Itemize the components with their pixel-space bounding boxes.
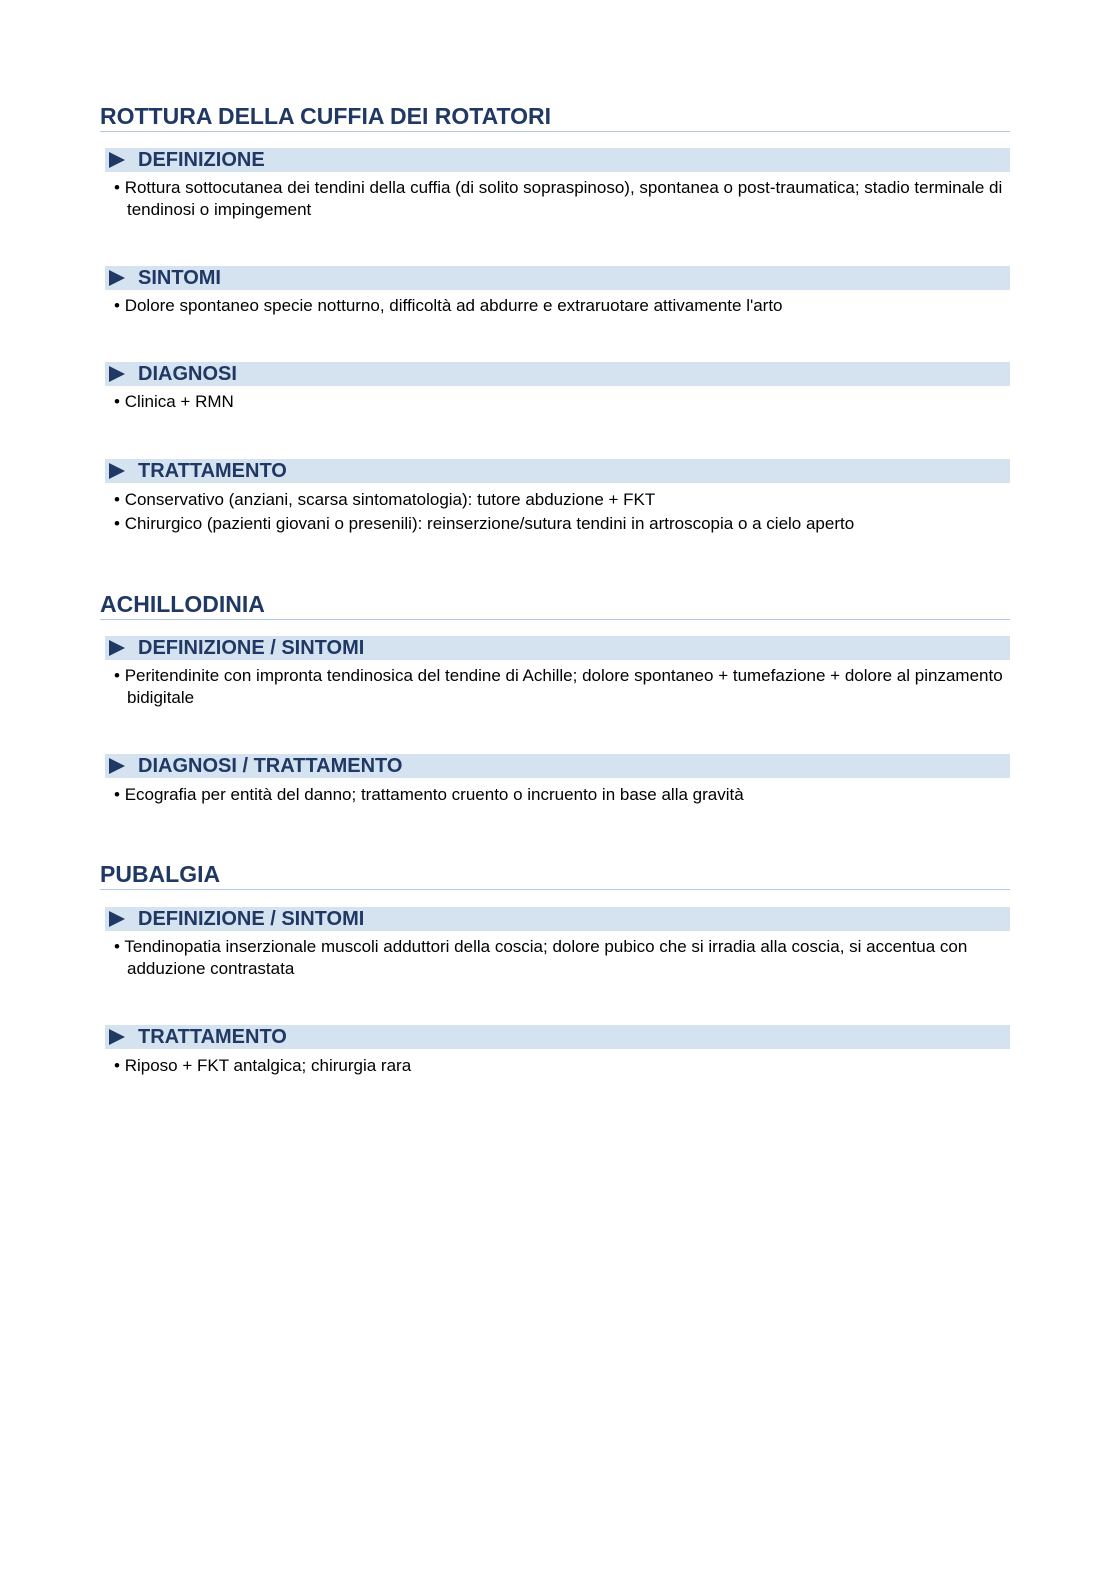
subsection-heading: DEFINIZIONE <box>138 148 265 171</box>
section-title: ACHILLODINIA <box>100 590 1010 620</box>
subsection-body <box>114 936 1004 982</box>
list-item: • Conservativo (anziani, scarsa sintomatologia): tutore abduzione + FKT <box>114 489 1004 511</box>
subsection-heading: DEFINIZIONE / SINTOMI <box>138 636 365 659</box>
subsection-body <box>114 391 1004 415</box>
subsection-heading: TRATTAMENTO <box>138 459 287 482</box>
triangle-bullet-icon <box>109 152 125 168</box>
list-item: • Riposo + FKT antalgica; chirurgia rara <box>114 1055 1004 1077</box>
list-item: • Rottura sottocutanea dei tendini della cuffia (di solito sopraspinoso), spontanea o post-traumatica; stadio terminale di tendinosi o impingement <box>114 177 1004 221</box>
subsection-header <box>105 459 1010 483</box>
subsection-header <box>105 907 1010 931</box>
triangle-bullet-icon <box>109 366 125 382</box>
list-item: • Peritendinite con impronta tendinosica del tendine di Achille; dolore spontaneo + tumefazione + dolore al pinzamento bidigitale <box>114 665 1004 709</box>
subsection-body <box>114 489 1004 537</box>
subsection-heading: SINTOMI <box>138 266 221 289</box>
subsection-header <box>105 362 1010 386</box>
triangle-bullet-icon <box>109 1029 125 1045</box>
section-title: PUBALGIA <box>100 860 1010 890</box>
triangle-bullet-icon <box>109 463 125 479</box>
list-item: • Dolore spontaneo specie notturno, difficoltà ad abdurre e extraruotare attivamente l'arto <box>114 295 1004 317</box>
triangle-bullet-icon <box>109 758 125 774</box>
subsection-heading: DIAGNOSI <box>138 362 237 385</box>
triangle-bullet-icon <box>109 270 125 286</box>
subsection-header <box>105 1025 1010 1049</box>
subsection-body <box>114 1055 1004 1079</box>
list-item: • Tendinopatia inserzionale muscoli adduttori della coscia; dolore pubico che si irradia alla coscia, si accentua con adduzione contrastata <box>114 936 1004 980</box>
list-item: • Clinica + RMN <box>114 391 1004 413</box>
subsection-heading: DIAGNOSI / TRATTAMENTO <box>138 754 403 777</box>
subsection-heading: DEFINIZIONE / SINTOMI <box>138 907 365 930</box>
subsection-header <box>105 754 1010 778</box>
subsection-body <box>114 177 1004 223</box>
triangle-bullet-icon <box>109 911 125 927</box>
section-title: ROTTURA DELLA CUFFIA DEI ROTATORI <box>100 102 1010 132</box>
subsection-body <box>114 295 1004 319</box>
list-item: • Chirurgico (pazienti giovani o presenili): reinserzione/sutura tendini in artroscopia o a cielo aperto <box>114 513 1004 535</box>
subsection-header <box>105 636 1010 660</box>
subsection-header <box>105 148 1010 172</box>
subsection-body <box>114 784 1004 808</box>
triangle-bullet-icon <box>109 640 125 656</box>
list-item: • Ecografia per entità del danno; trattamento cruento o incruento in base alla gravità <box>114 784 1004 806</box>
subsection-header <box>105 266 1010 290</box>
subsection-heading: TRATTAMENTO <box>138 1025 287 1048</box>
subsection-body <box>114 665 1004 711</box>
